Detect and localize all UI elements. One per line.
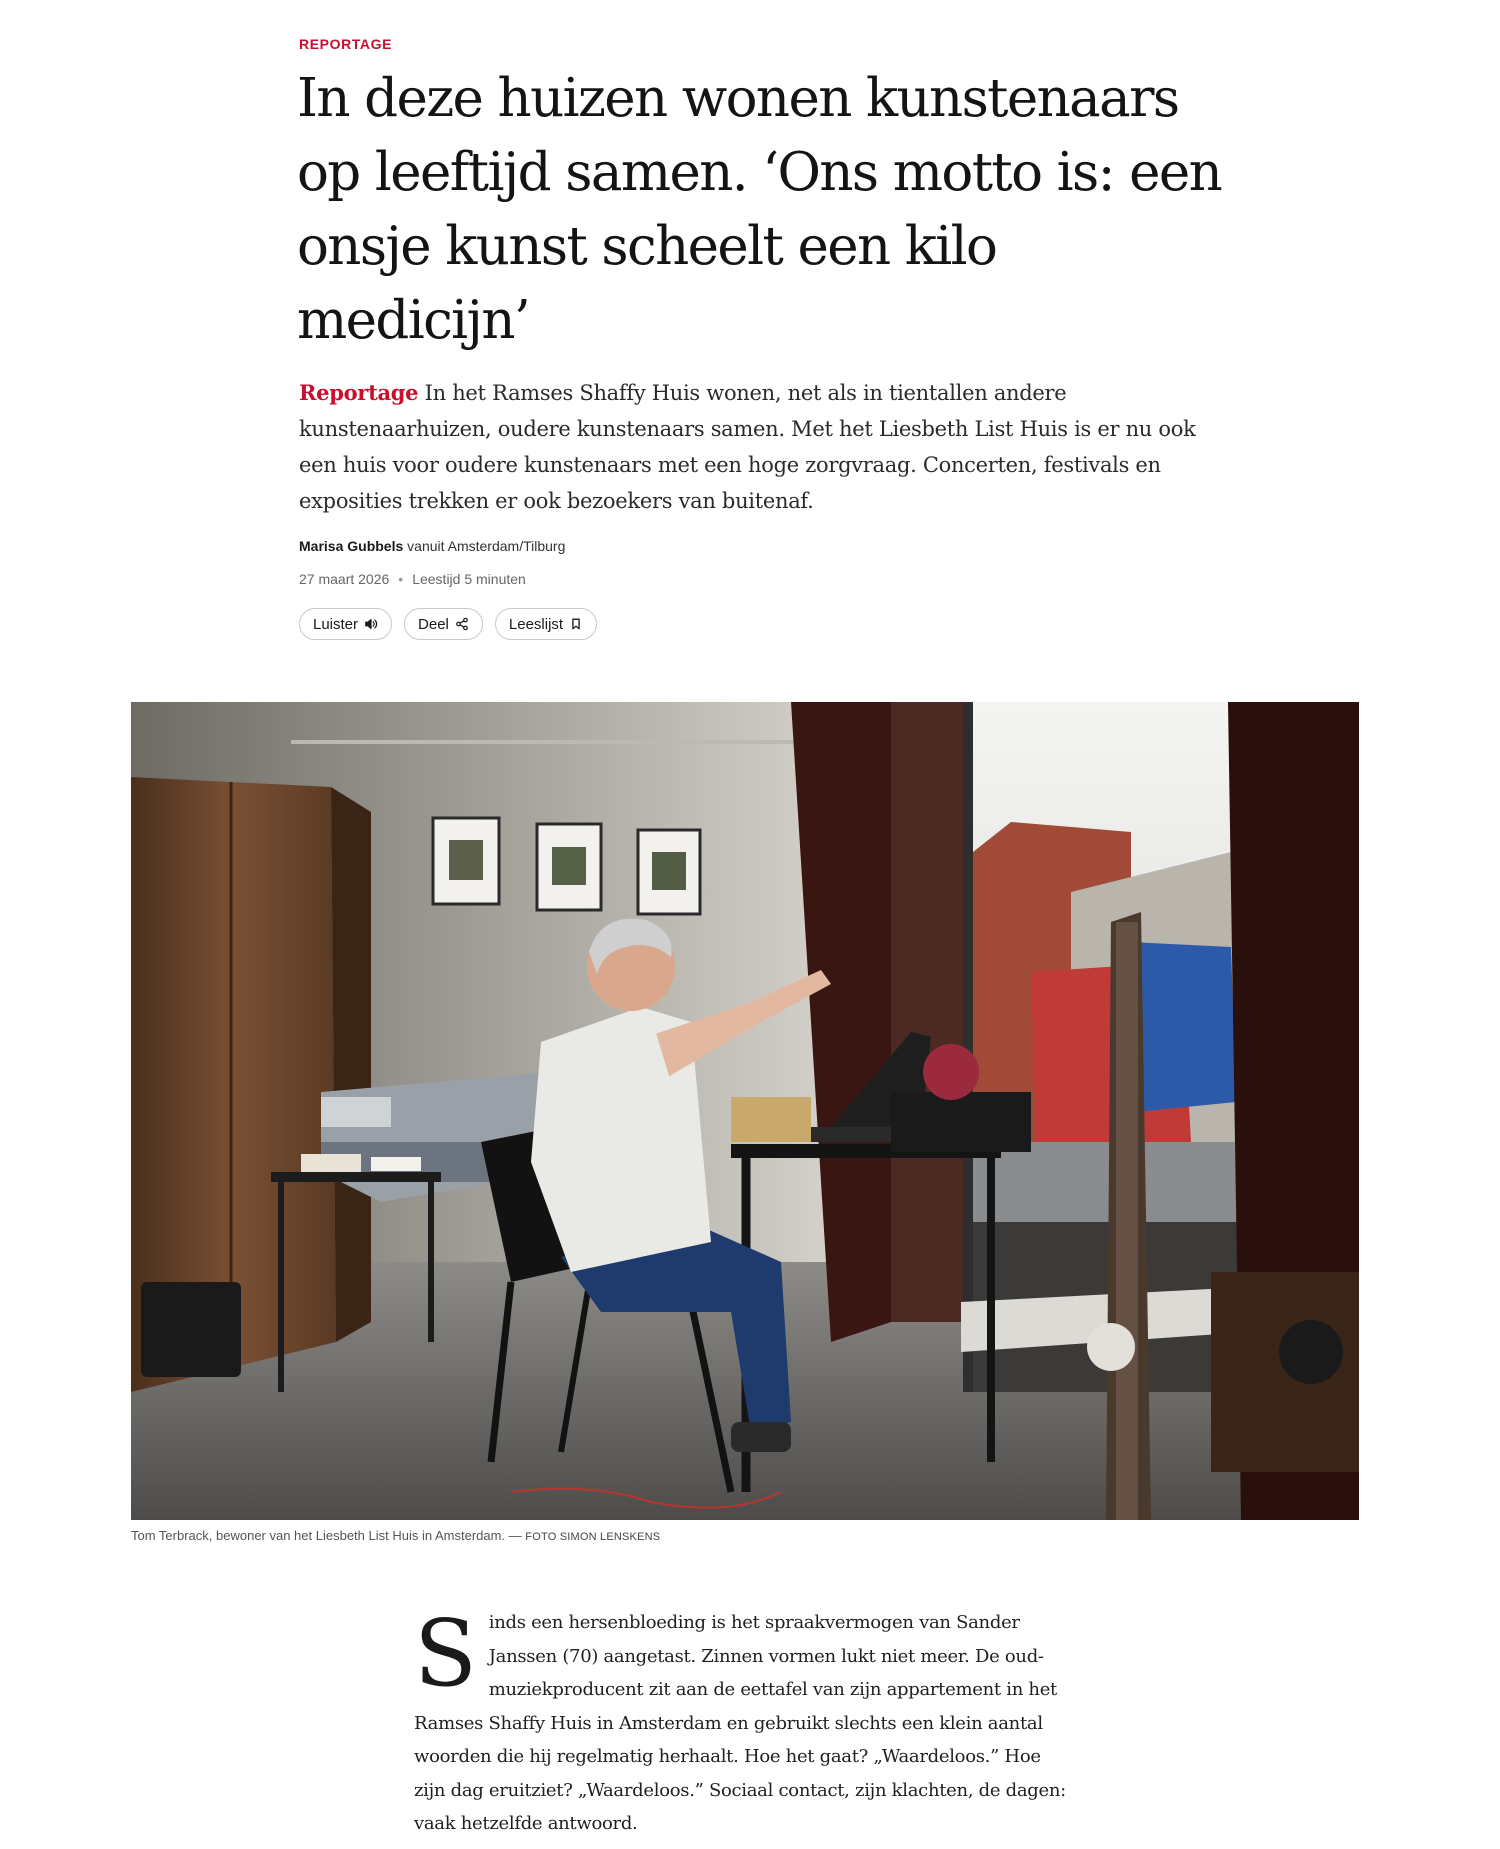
publish-date: 27 maart 2026 [299, 571, 390, 587]
share-button-label: Deel [418, 615, 449, 633]
article-body-paragraph [414, 1600, 1074, 1841]
readlist-button[interactable] [495, 608, 597, 640]
listen-button-label: Luister [313, 615, 359, 633]
readlist-button-label: Leeslijst [508, 615, 564, 633]
room-photo-illustration [131, 702, 1359, 1520]
listen-button[interactable] [299, 608, 392, 640]
article-photo[interactable] [131, 702, 1359, 1520]
intro-text: In het Ramses Shaffy Huis wonen, net als in tientallen andere kunstenaarhuizen, oudere kunstenaars samen. Met het Liesbeth List Huis is er nu ook een huis voor oudere kunstenaars met een hoge zorgvraag. Concerten, festivals en exposities trekken er ook bezoekers van buitenaf. [299, 381, 1196, 513]
intro-label: Reportage [299, 380, 419, 405]
body-text: inds een hersenbloeding is het spraakvermogen van Sander Janssen (70) aangetast. Zinnen vormen lukt niet meer. De oud-muziekproducent zit aan de eettafel van zijn appartement in het Ramses Shaffy Huis in Amsterdam en gebruikt slechts een klein aantal woorden die hij regelmatig herhaalt. Hoe het gaat? „Waardeloos.” Hoe zijn dag eruitziet? „Waardeloos.” Sociaal contact, zijn klachten, de dagen: vaak hetzelfde antwoord. [414, 1612, 1066, 1834]
article-meta [299, 571, 526, 587]
photo-credit: FOTO SIMON LENSKENS [525, 1531, 661, 1543]
bookmark-icon [569, 617, 583, 631]
article-intro [299, 375, 1199, 519]
section-kicker[interactable]: REPORTAGE [299, 36, 393, 52]
dropcap: S [414, 1600, 477, 1707]
caption-text: Tom Terbrack, bewoner van het Liesbeth List Huis in Amsterdam. [131, 1528, 506, 1543]
meta-separator: • [398, 571, 404, 587]
author-location: vanuit Amsterdam/Tilburg [403, 538, 566, 554]
caption-dash: — [505, 1528, 526, 1543]
read-time: Leestijd 5 minuten [412, 571, 526, 587]
article-actions [299, 608, 597, 640]
byline [299, 538, 565, 554]
article-headline: In deze huizen wonen kunstenaars op leeftijd samen. ‘Ons motto is: een onsje kunst scheelt een kilo medicijn’ [297, 68, 1222, 351]
speaker-icon [364, 617, 378, 631]
author-name[interactable]: Marisa Gubbels [299, 538, 404, 554]
photo-caption [131, 1528, 660, 1543]
share-button[interactable] [404, 608, 483, 640]
share-icon [455, 617, 469, 631]
